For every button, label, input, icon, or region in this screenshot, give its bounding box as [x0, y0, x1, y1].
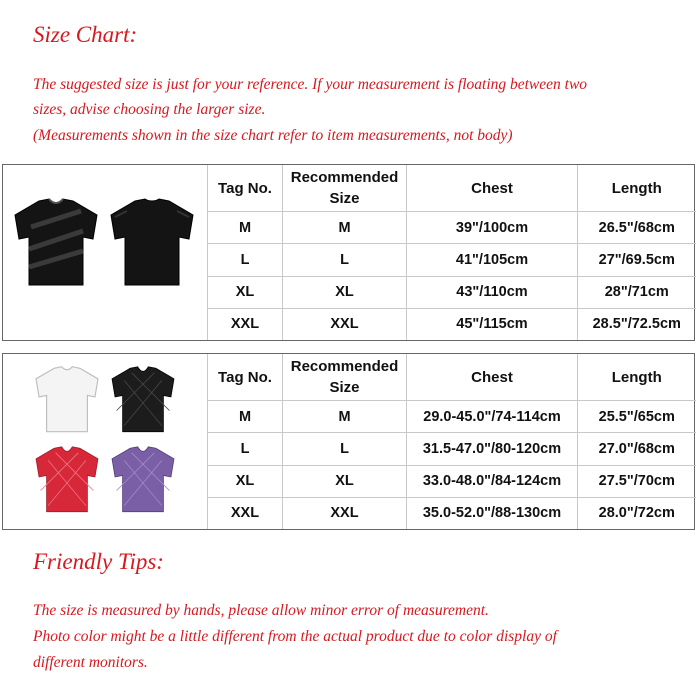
size-table-2 — [2, 353, 695, 530]
cell-recommended: XL — [283, 465, 407, 497]
cell-tag: L — [208, 244, 283, 276]
friendly-tips-title: Friendly Tips: — [33, 549, 164, 574]
cell-tag: XL — [208, 465, 283, 497]
product-image-1 — [3, 165, 207, 340]
header-chest: Chest — [407, 165, 578, 212]
cell-chest: 31.5-47.0"/80-120cm — [407, 433, 578, 465]
table-row — [208, 433, 696, 465]
cell-length: 27.0"/68cm — [578, 433, 696, 465]
table-header-row — [208, 354, 696, 401]
table-row — [208, 308, 696, 340]
cell-recommended: L — [283, 244, 407, 276]
cell-chest: 41"/105cm — [407, 244, 578, 276]
size-note-line2: sizes, advise choosing the larger size. — [33, 101, 266, 118]
cell-length: 26.5"/68cm — [578, 212, 696, 244]
tips-line2: Photo color might be a little different from the actual product due to color display of — [33, 628, 557, 645]
header-recommended — [283, 354, 407, 401]
cell-length: 27.5"/70cm — [578, 465, 696, 497]
header-tag: Tag No. — [208, 354, 283, 401]
table-row — [208, 212, 696, 244]
table-header-row — [208, 165, 696, 212]
white-shirt-icon — [33, 364, 101, 436]
table-row — [208, 465, 696, 497]
header-recommended-line1: Recommended — [290, 358, 399, 376]
purple-mesh-shirt-icon — [109, 444, 177, 516]
cell-length: 28"/71cm — [578, 276, 696, 308]
tips-line1: The size is measured by hands, please allow minor error of measurement. — [33, 602, 489, 619]
cell-length: 25.5"/65cm — [578, 401, 696, 433]
cell-recommended: L — [283, 433, 407, 465]
front-shirt-icon — [11, 197, 101, 289]
cell-chest: 39"/100cm — [407, 212, 578, 244]
header-length: Length — [578, 165, 696, 212]
header-recommended-line2: Size — [329, 379, 360, 397]
black-mesh-shirt-icon — [109, 364, 177, 436]
product-image-2 — [3, 354, 207, 529]
cell-length: 27"/69.5cm — [578, 244, 696, 276]
size-chart-title: Size Chart: — [33, 22, 138, 47]
table-row — [208, 244, 696, 276]
cell-length: 28.5"/72.5cm — [578, 308, 696, 340]
cell-recommended: XXL — [283, 308, 407, 340]
table-row — [208, 401, 696, 433]
table-row — [208, 497, 696, 529]
cell-tag: XXL — [208, 308, 283, 340]
header-recommended-line2: Size — [329, 190, 360, 208]
size-table-1 — [2, 164, 695, 341]
size-note-line1: The suggested size is just for your reference. If your measurement is floating between two — [33, 76, 588, 93]
header-chest: Chest — [407, 354, 578, 401]
cell-chest: 43"/110cm — [407, 276, 578, 308]
cell-length: 28.0"/72cm — [578, 497, 696, 529]
cell-tag: XXL — [208, 497, 283, 529]
table-row — [208, 276, 696, 308]
red-mesh-shirt-icon — [33, 444, 101, 516]
cell-chest: 33.0-48.0"/84-124cm — [407, 465, 578, 497]
cell-recommended: M — [283, 401, 407, 433]
size-table-2-grid — [207, 354, 696, 529]
tips-line3: different monitors. — [33, 654, 148, 671]
cell-recommended: XXL — [283, 497, 407, 529]
back-shirt-icon — [107, 197, 197, 289]
cell-chest: 29.0-45.0"/74-114cm — [407, 401, 578, 433]
header-recommended — [283, 165, 407, 212]
cell-recommended: XL — [283, 276, 407, 308]
cell-recommended: M — [283, 212, 407, 244]
header-length: Length — [578, 354, 696, 401]
header-recommended-line1: Recommended — [290, 169, 399, 187]
cell-chest: 45"/115cm — [407, 308, 578, 340]
cell-chest: 35.0-52.0"/88-130cm — [407, 497, 578, 529]
cell-tag: XL — [208, 276, 283, 308]
header-tag: Tag No. — [208, 165, 283, 212]
cell-tag: M — [208, 401, 283, 433]
size-note-line3: (Measurements shown in the size chart refer to item measurements, not body) — [33, 127, 513, 144]
cell-tag: M — [208, 212, 283, 244]
cell-tag: L — [208, 433, 283, 465]
size-table-1-grid — [207, 165, 696, 340]
